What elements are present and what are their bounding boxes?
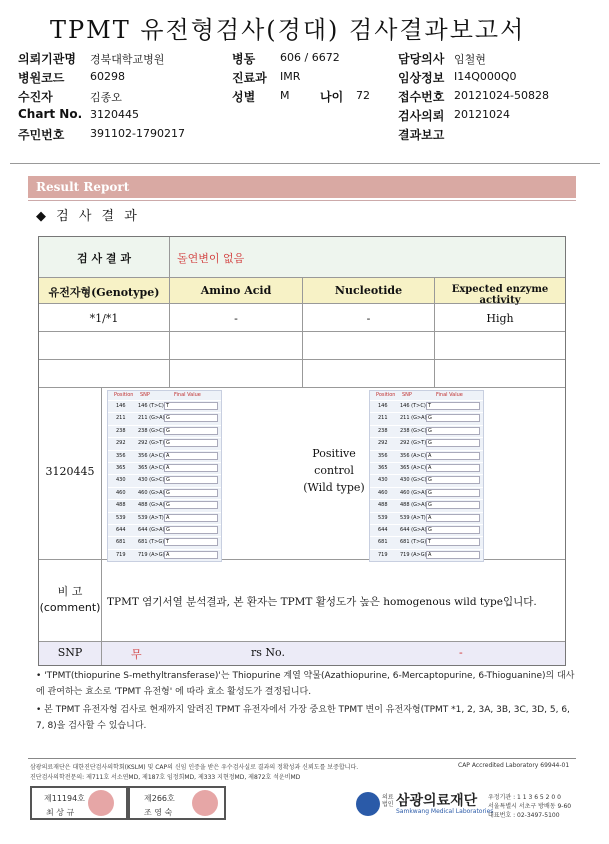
mini-row xyxy=(370,549,483,561)
mini-header xyxy=(108,391,221,400)
footer-doctors-text: 진단검사의학전문의: 제711호 서소연MD, 제187호 임정희MD, 제333 지현정MD, 제872호 석운비MD xyxy=(30,774,301,781)
result-table xyxy=(38,236,566,666)
seal-icon xyxy=(192,790,218,816)
mini-cell: 460 (G>A) xyxy=(138,489,165,496)
contact-2: 서울특별시 서초구 방배동 9-60 xyxy=(488,803,572,810)
mini-cell: 365 xyxy=(116,464,126,471)
mini-cell: G xyxy=(428,489,432,496)
mini-row xyxy=(370,499,483,511)
mini-value-box xyxy=(426,489,480,497)
mini-row xyxy=(370,512,483,524)
mini-cell: G xyxy=(166,440,170,447)
header-c2-0-label: 병동 xyxy=(232,52,256,66)
org-name: 삼광의료재단 xyxy=(396,793,478,809)
mini-cell: T xyxy=(428,539,432,546)
header-c1-1-label: 병원코드 xyxy=(18,71,65,85)
mini-cell: 430 (G>C) xyxy=(400,477,427,484)
mini-cell: G xyxy=(166,427,170,434)
chart-no-cell: 3120445 xyxy=(45,465,95,478)
header-c2-1-label: 진료과 xyxy=(232,71,267,85)
doctor-stamp-2 xyxy=(128,786,226,820)
header-c3-2-value: 20121024-50828 xyxy=(454,89,549,102)
mini-value-box xyxy=(164,402,218,410)
mini-row xyxy=(108,536,221,548)
note-2: • 본 TPMT 유전자형 검사로 현재까지 알려진 TPMT 유전자에서 가장 중요한 TPMT 변이 유전자형(TPMT *1, 2, 3A, 3B, 3C, 3D, 5, 6, 7, 8)을 검사할 수 있습니다. xyxy=(36,705,570,731)
col-genotype: 유전자형(Genotype) xyxy=(48,286,160,299)
mini-cell: 365 (A>C) xyxy=(138,464,165,471)
mini-cell: 681 (T>G) xyxy=(138,539,165,546)
header-c2-0-value: 606 / 6672 xyxy=(280,51,340,64)
mini-cell: 146 xyxy=(378,403,388,409)
mini-cell: A xyxy=(166,514,170,521)
comment-label-en: (comment) xyxy=(39,601,101,614)
nucleotide-value: - xyxy=(366,312,371,325)
mini-cell: A xyxy=(166,452,170,459)
mini-header-cell: Final Value xyxy=(436,392,463,398)
mini-value-box xyxy=(426,452,480,460)
mini-value-box xyxy=(426,526,480,534)
mini-cell: 644 (G>A) xyxy=(400,526,427,533)
mini-cell: 681 xyxy=(378,539,388,546)
mini-cell: G xyxy=(166,489,170,496)
mini-header-cell: Position xyxy=(114,392,134,398)
mini-cell: G xyxy=(166,415,170,422)
mini-cell: 644 xyxy=(378,526,388,533)
mini-row xyxy=(108,425,221,437)
mini-cell: 211 (G>A) xyxy=(400,415,427,422)
mini-value-box xyxy=(164,551,218,559)
header-c1-1-value: 60298 xyxy=(90,70,125,83)
header-divider xyxy=(10,163,600,164)
mini-row xyxy=(370,425,483,437)
mini-cell: T xyxy=(166,403,170,409)
mini-value-box xyxy=(426,551,480,559)
mini-cell: 488 (G>A) xyxy=(138,502,165,509)
header-c2-2-value: M xyxy=(280,89,290,102)
mini-header-cell: SNP xyxy=(402,392,412,398)
mini-row xyxy=(370,524,483,536)
mini-row xyxy=(370,400,483,412)
mini-cell: G xyxy=(428,526,432,533)
grid-line xyxy=(39,641,565,642)
report-title: TPMT 유전형검사(경대) 검사결과보고서 xyxy=(50,16,526,44)
col-enzyme-activity: Expected enzyme activity xyxy=(451,284,549,306)
mini-cell: 681 (T>G) xyxy=(400,539,427,546)
mini-cell: A xyxy=(166,551,170,558)
mini-cell: 488 (G>A) xyxy=(400,502,427,509)
grid-line xyxy=(169,237,170,277)
mini-header-cell: SNP xyxy=(140,392,150,398)
mini-value-box xyxy=(426,414,480,422)
mini-cell: G xyxy=(428,502,432,509)
note-1: • 'TPMT(thiopurine S-methyltransferase)'는 Thiopurine 계열 약물(Azathiopurine, 6-Mercaptopurine, 6-Thioguanine)의 대사에 관여하는 효소로 'TPMT 유전형' 에 따라 효소 활성도가 결정됩니다. xyxy=(36,671,575,697)
mini-cell: 365 (A>C) xyxy=(400,464,427,471)
mini-cell: 356 (A>C) xyxy=(400,452,427,459)
section-title: ◆ 검 사 결 과 xyxy=(36,209,140,224)
mini-cell: 681 xyxy=(116,539,126,546)
mini-cell: 719 (A>G) xyxy=(400,551,427,558)
mini-cell: 460 xyxy=(116,489,126,496)
mini-value-box xyxy=(164,476,218,484)
header-age-value: 72 xyxy=(356,89,370,102)
band-title: Result Report xyxy=(36,180,130,194)
comment-label-ko: 비 고 xyxy=(57,585,83,598)
stamp1-license: 제11194호 xyxy=(44,794,85,803)
mini-cell: 719 xyxy=(116,551,126,558)
mini-cell: 356 xyxy=(116,452,126,459)
mini-cell: 211 xyxy=(378,415,388,422)
mini-cell: 488 xyxy=(116,502,126,509)
header-c2-2-label: 성별 xyxy=(232,90,256,104)
mini-cell: 356 (A>C) xyxy=(138,452,165,459)
grid-line xyxy=(101,387,102,559)
result-label: 검 사 결 과 xyxy=(77,252,131,265)
header-c3-0-value: 임철현 xyxy=(454,53,486,66)
comment-label xyxy=(39,584,101,616)
amino-acid-value: - xyxy=(234,312,238,325)
stamp1-name: 최 상 규 xyxy=(46,808,75,817)
mini-cell: 488 xyxy=(378,502,388,509)
mini-row xyxy=(108,524,221,536)
mini-value-box xyxy=(164,526,218,534)
mini-value-box xyxy=(164,489,218,497)
mini-row xyxy=(108,462,221,474)
mini-cell: 430 xyxy=(116,477,126,484)
header-c3-4-label: 결과보고 xyxy=(398,128,445,142)
mini-cell: 539 xyxy=(378,514,388,521)
header-c1-0-value: 경북대학교병원 xyxy=(90,53,165,66)
header-c3-1-label: 임상정보 xyxy=(398,71,445,85)
org-prefix: 의료 법인 xyxy=(382,794,394,808)
mini-cell: 238 xyxy=(116,427,126,434)
header-age-label: 나이 xyxy=(320,90,344,104)
mini-cell: 539 xyxy=(116,514,126,521)
mini-cell: G xyxy=(166,477,170,484)
mini-cell: A xyxy=(428,464,432,471)
mini-row xyxy=(108,400,221,412)
mini-cell: 365 xyxy=(378,464,388,471)
mini-cell: 211 (G>A) xyxy=(138,415,165,422)
mini-cell: 719 xyxy=(378,551,388,558)
mini-cell: A xyxy=(428,551,432,558)
genotype-value: *1/*1 xyxy=(89,312,119,325)
control-line-2: control xyxy=(314,464,354,477)
stamp2-license: 제266호 xyxy=(144,794,175,803)
mini-value-box xyxy=(164,427,218,435)
mini-row xyxy=(108,412,221,424)
band-underline xyxy=(28,200,576,201)
result-report-band xyxy=(28,176,576,198)
mini-value-box xyxy=(164,439,218,447)
header-c3-0-label: 담당의사 xyxy=(398,52,445,66)
mini-cell: 356 xyxy=(378,452,388,459)
mini-cell: 238 (G>C) xyxy=(400,427,427,434)
grid-line xyxy=(101,641,102,665)
mini-cell: 644 xyxy=(116,526,126,533)
header-c1-2-value: 김종오 xyxy=(90,91,122,104)
header-c2-1-value: IMR xyxy=(280,70,301,83)
header-c3-2-label: 접수번호 xyxy=(398,90,445,104)
mini-cell: T xyxy=(166,539,170,546)
header-c3-3-label: 검사의뢰 xyxy=(398,109,445,123)
mini-value-box xyxy=(426,476,480,484)
control-snp-table xyxy=(369,390,484,562)
mini-row xyxy=(108,499,221,511)
header-c1-0-label: 의뢰기관명 xyxy=(18,52,76,66)
footer-divider xyxy=(28,758,576,759)
footer-cert-text: 삼광의료재단은 대한진단검사의학회(KSLM) 및 CAP의 신임 인증을 받은 우수검사실로 결과의 정확성과 신뢰도를 보증합니다. xyxy=(30,764,359,771)
notes xyxy=(36,668,576,736)
mini-value-box xyxy=(164,538,218,546)
mini-cell: 146 (T>C) xyxy=(138,403,164,409)
mini-cell: 238 (G>C) xyxy=(138,427,165,434)
mini-row xyxy=(108,437,221,449)
result-value: 돌연변이 없음 xyxy=(177,252,245,265)
mini-value-box xyxy=(426,538,480,546)
mini-cell: 539 (A>T) xyxy=(138,514,164,521)
mini-row xyxy=(370,462,483,474)
mini-header-cell: Final Value xyxy=(174,392,201,398)
samkwang-logo-icon xyxy=(356,792,380,816)
snp-value: 무 xyxy=(131,648,142,661)
mini-row xyxy=(370,412,483,424)
header-c3-3-value: 20121024 xyxy=(454,108,510,121)
mini-cell: G xyxy=(428,427,432,434)
stamp2-name: 조 영 숙 xyxy=(144,808,173,817)
mini-cell: 719 (A>G) xyxy=(138,551,165,558)
col-amino-acid: Amino Acid xyxy=(200,284,272,297)
header-c1-4-label: 주민번호 xyxy=(18,128,65,142)
contact-1: 우정기관 : 1 1 3 6 5 2 0 0 xyxy=(488,794,561,801)
mini-cell: 238 xyxy=(378,427,388,434)
patient-snp-table xyxy=(107,390,222,562)
mini-cell: 292 (G>T) xyxy=(400,440,427,447)
mini-value-box xyxy=(164,414,218,422)
mini-header xyxy=(370,391,483,400)
mini-row xyxy=(108,549,221,561)
mini-cell: 211 xyxy=(116,415,126,422)
mini-value-box xyxy=(426,402,480,410)
grid-line xyxy=(39,387,565,388)
mini-row xyxy=(370,536,483,548)
mini-cell: A xyxy=(428,452,432,459)
mini-cell: 146 (T>C) xyxy=(400,403,426,409)
control-line-1: Positive xyxy=(312,447,356,460)
cap-accreditation: CAP Accredited Laboratory 69944-01 xyxy=(458,762,570,769)
mini-cell: 430 (G>C) xyxy=(138,477,165,484)
enzyme-activity-value: High xyxy=(486,312,514,325)
header-c1-4-value: 391102-1790217 xyxy=(90,127,185,140)
org-name-en: Samkwang Medical Laboratories xyxy=(396,808,494,815)
grid-line xyxy=(101,559,102,641)
doctor-stamp-1 xyxy=(30,786,128,820)
mini-value-box xyxy=(426,439,480,447)
control-line-3: (Wild type) xyxy=(303,481,365,494)
mini-cell: G xyxy=(428,477,432,484)
mini-row xyxy=(370,487,483,499)
rs-label: rs No. xyxy=(251,646,285,659)
header-c1-3-label: Chart No. xyxy=(18,107,83,121)
mini-value-box xyxy=(164,464,218,472)
comment-text: TPMT 염기서열 분석결과, 본 환자는 TPMT 활성도가 높은 homogenous wild type입니다. xyxy=(107,596,537,608)
snp-label: SNP xyxy=(57,646,83,659)
mini-row xyxy=(370,474,483,486)
mini-cell: 460 xyxy=(378,489,388,496)
mini-cell: 146 xyxy=(116,403,126,409)
mini-cell: 292 xyxy=(116,440,126,447)
mini-cell: G xyxy=(428,440,432,447)
mini-header-cell: Position xyxy=(376,392,396,398)
mini-value-box xyxy=(426,427,480,435)
mini-value-box xyxy=(426,514,480,522)
mini-row xyxy=(370,450,483,462)
mini-cell: 430 xyxy=(378,477,388,484)
mini-cell: G xyxy=(166,526,170,533)
mini-cell: 644 (G>A) xyxy=(138,526,165,533)
header-c1-2-label: 수진자 xyxy=(18,90,53,104)
mini-cell: 292 (G>T) xyxy=(138,440,165,447)
rs-value: - xyxy=(459,646,463,659)
mini-cell: G xyxy=(166,502,170,509)
mini-row xyxy=(108,487,221,499)
col-nucleotide: Nucleotide xyxy=(334,284,403,297)
mini-cell: G xyxy=(428,415,432,422)
mini-cell: T xyxy=(428,403,432,409)
mini-cell: A xyxy=(428,514,432,521)
mini-value-box xyxy=(426,464,480,472)
header-c3-1-value: I14Q000Q0 xyxy=(454,70,517,83)
mini-value-box xyxy=(164,514,218,522)
mini-cell: 460 (G>A) xyxy=(400,489,427,496)
mini-value-box xyxy=(164,501,218,509)
mini-cell: 292 xyxy=(378,440,388,447)
mini-value-box xyxy=(426,501,480,509)
mini-row xyxy=(370,437,483,449)
header-c1-3-value: 3120445 xyxy=(90,108,139,121)
contact-3: 대표번호 : 02-3497-5100 xyxy=(488,812,560,819)
mini-row xyxy=(108,512,221,524)
seal-icon xyxy=(88,790,114,816)
mini-row xyxy=(108,450,221,462)
mini-value-box xyxy=(164,452,218,460)
mini-cell: A xyxy=(166,464,170,471)
mini-cell: 539 (A>T) xyxy=(400,514,426,521)
mini-row xyxy=(108,474,221,486)
